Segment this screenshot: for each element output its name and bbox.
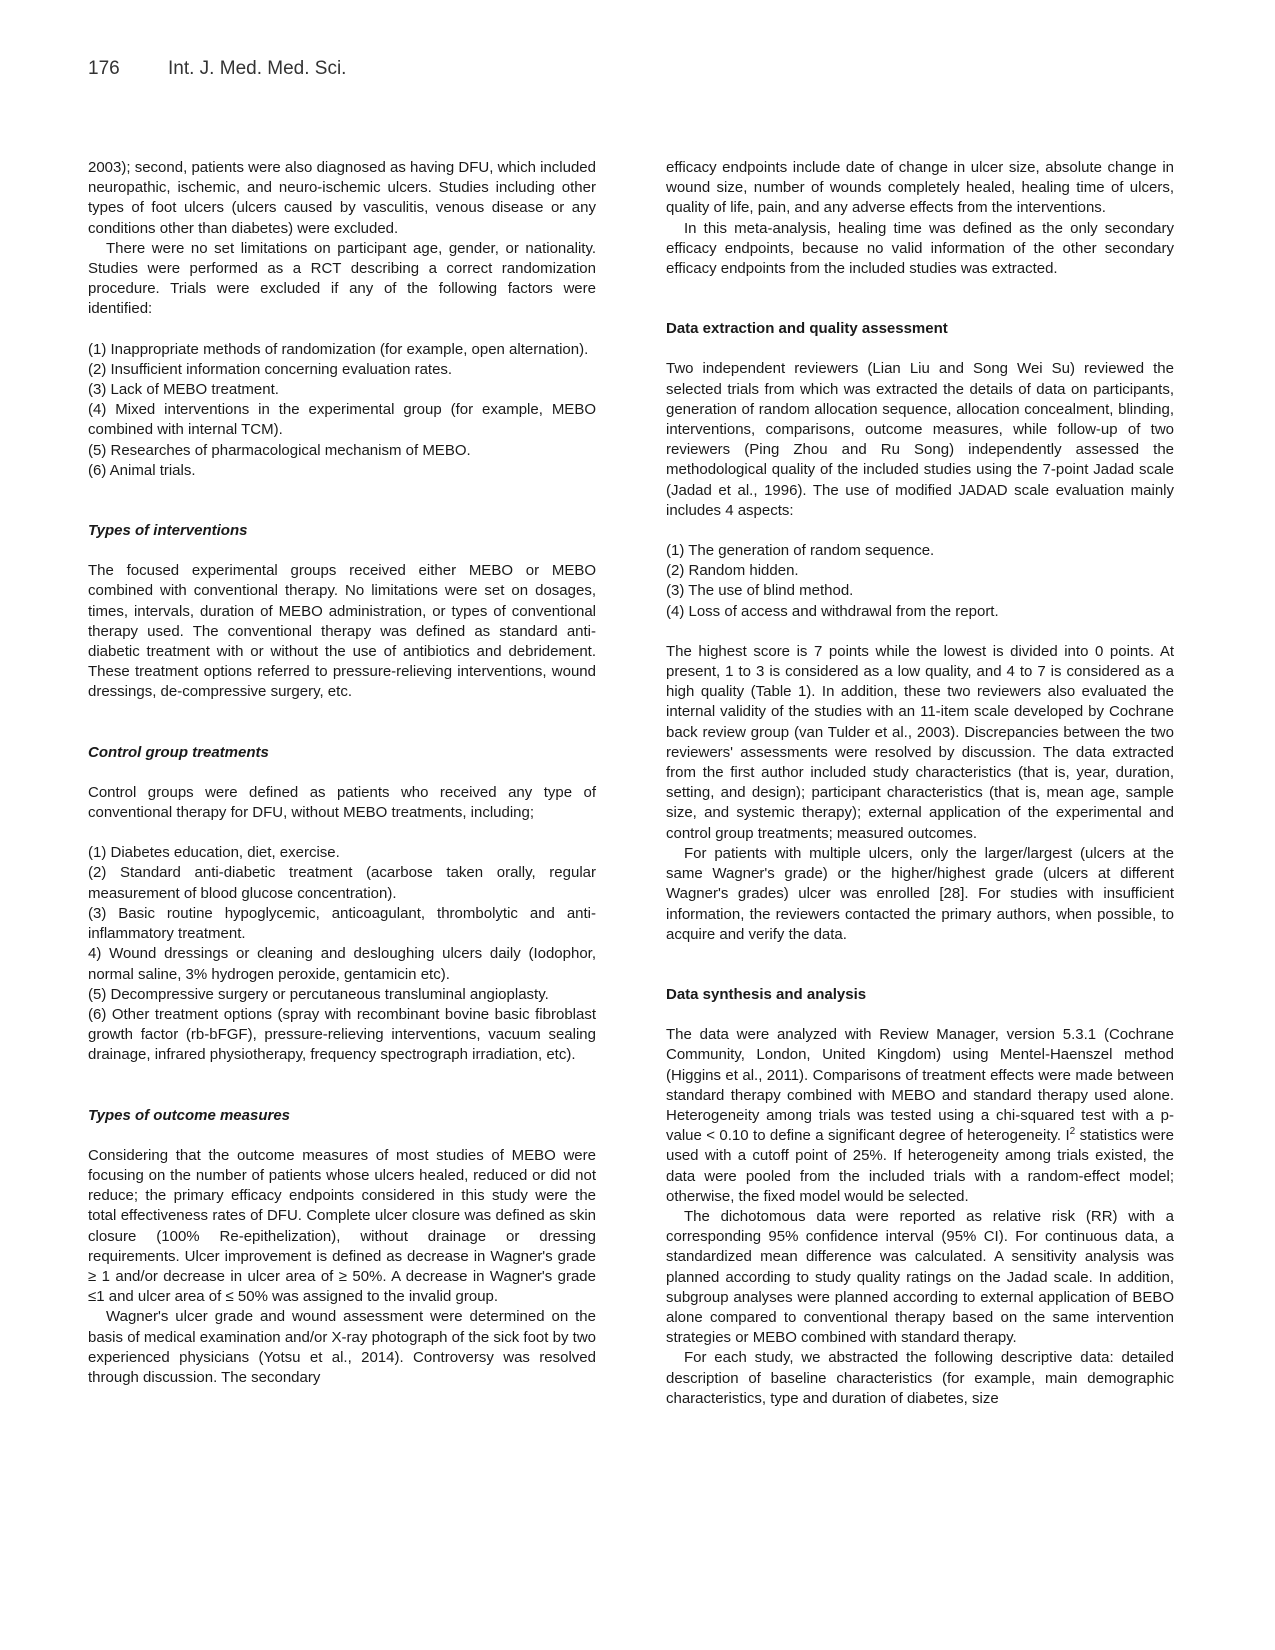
exclusion-item: (4) Mixed interventions in the experimental group (for example, MEBO combined with internal TCM). — [88, 401, 596, 439]
control-item: (3) Basic routine hypoglycemic, anticoagulant, thrombolytic and anti-inflammatory treatment. — [88, 904, 596, 943]
paragraph: Wagner's ulcer grade and wound assessment were determined on the basis of medical examination and/or X-ray photograph of the sick foot by two experienced physicians (Yotsu et al., 2014). Controversy was resolved through discussion. The secondary — [88, 1308, 596, 1386]
paragraph: For patients with multiple ulcers, only the larger/largest (ulcers at the same Wagner's grade) or the higher/highest grade (ulcers at different Wagner's grades) ulcer was enrolled [28]. For studies with insufficient information, the reviewers contacted the primary authors, when possible, to acquire and verify the data. — [666, 844, 1174, 943]
text-run: statistics were used with a cutoff point of 25%. If heterogeneity among trials existed, the data were pooled from the included trials with a random-effect model; otherwise, the fixed model would be selected. — [666, 1127, 1175, 1205]
paragraph: The focused experimental groups received either MEBO or MEBO combined with conventional therapy. No limitations were set on dosages, times, intervals, duration of MEBO administration, or types of conventional therapy used. The conventional therapy was defined as standard anti-diabetic treatment with or without the use of antibiotics and debridement. These treatment options referred to pressure-relieving interventions, wound dressings, de-compressive surgery, etc. — [88, 562, 596, 701]
exclusion-item: (3) Lack of MEBO treatment. — [88, 381, 279, 399]
text-run: The data were analyzed with Review Manager, version 5.3.1 (Cochrane Community, London, United Kingdom) using Mentel-Haenszel method (Higgins et al., 2011). Comparisons of treatment effects were made between standard therapy combined with MEBO and standard therapy used alone. Heterogeneity among trials was tested using a chi-squared test with a p-value < 0.10 to define a significant degree of heterogeneity. I — [666, 1026, 1174, 1145]
aspect-item: (3) The use of blind method. — [666, 582, 854, 600]
left-column — [88, 158, 596, 1388]
superscript: 2 — [1069, 1126, 1076, 1138]
paragraph: Control groups were defined as patients who received any type of conventional therapy for DFU, without MEBO treatments, including; — [88, 783, 596, 822]
right-column — [666, 158, 1174, 1409]
paragraph — [666, 1025, 1174, 1207]
control-item: 4) Wound dressings or cleaning and desloughing ulcers daily (Iodophor, normal saline, 3% hydrogen peroxide, gentamicin etc). — [88, 945, 596, 983]
control-item: (5) Decompressive surgery or percutaneous transluminal angioplasty. — [88, 985, 549, 1003]
paragraph: In this meta-analysis, healing time was defined as the only secondary efficacy endpoints, because no valid information of the other secondary efficacy endpoints from the included studies was extracted. — [666, 219, 1174, 278]
section-heading: Types of outcome measures — [88, 1106, 291, 1124]
control-item: (1) Diabetes education, diet, exercise. — [88, 844, 340, 862]
control-item: (6) Other treatment options (spray with recombinant bovine basic fibroblast growth factor (rb-bFGF), pressure-relieving interventions, vacuum sealing drainage, infrared physiotherapy, frequency spectrograph irradiation, etc). — [88, 1005, 596, 1064]
aspect-item: (1) The generation of random sequence. — [666, 542, 935, 560]
aspect-item: (4) Loss of access and withdrawal from the report. — [666, 602, 999, 620]
exclusion-item: (2) Insufficient information concerning evaluation rates. — [88, 360, 453, 378]
paragraph: The highest score is 7 points while the lowest is divided into 0 points. At present, 1 to 3 is considered as a low quality, and 4 to 7 is considered as a high quality (Table 1). In addition, these two reviewers also evaluated the internal validity of the studies with an 11-item scale developed by Cochrane back review group (van Tulder et al., 2003). Discrepancies between the two reviewers' assessments were resolved by discussion. The data extracted from the first author included study characteristics (that is, year, duration, setting, and design); participant characteristics (that is, mean age, sample size, and systemic therapy); external application of the experimental and control group treatments; measured outcomes. — [666, 642, 1174, 842]
paragraph: For each study, we abstracted the following descriptive data: detailed description of baseline characteristics (for example, main demographic characteristics, type and duration of diabetes, size — [666, 1349, 1174, 1407]
journal-title: Int. J. Med. Med. Sci. — [168, 58, 347, 79]
paragraph: The dichotomous data were reported as relative risk (RR) with a corresponding 95% confidence interval (95% CI). For continuous data, a standardized mean difference was calculated. A sensitivity analysis was planned according to study quality ratings on the Jadad scale. In addition, subgroup analyses were planned according to external application of BEBO alone compared to conventional therapy based on the same intervention strategies or MEBO combined with standard therapy. — [666, 1207, 1174, 1347]
paragraph: efficacy endpoints include date of change in ulcer size, absolute change in wound size, number of wounds completely healed, healing time of ulcers, quality of life, pain, and any adverse effects from the interventions. — [666, 159, 1174, 217]
running-header — [88, 58, 346, 80]
paragraph: Two independent reviewers (Lian Liu and Song Wei Su) reviewed the selected trials from which was extracted the details of data on participants, generation of random allocation sequence, allocation concealment, blinding, interventions, comparisons, outcome measures, while follow-up of two reviewers (Ping Zhou and Ru Song) independently assessed the methodological quality of the included studies using the 7-point Jadad scale (Jadad et al., 1996). The use of modified JADAD scale evaluation mainly includes 4 aspects: — [666, 360, 1174, 519]
paragraph: There were no set limitations on participant age, gender, or nationality. Studies were performed as a RCT describing a correct randomization procedure. Trials were excluded if any of the following factors were identified: — [88, 239, 596, 318]
paragraph: 2003); second, patients were also diagnosed as having DFU, which included neuropathic, ischemic, and neuro-ischemic ulcers. Studies including other types of foot ulcers (ulcers caused by vasculitis, venous disease or any conditions other than diabetes) were excluded. — [88, 159, 596, 237]
exclusion-item: (6) Animal trials. — [88, 461, 196, 479]
section-heading: Data extraction and quality assessment — [666, 320, 948, 338]
exclusion-item: (1) Inappropriate methods of randomization (for example, open alternation). — [88, 340, 589, 358]
control-item: (2) Standard anti-diabetic treatment (acarbose taken orally, regular measurement of blood glucose concentration). — [88, 864, 596, 902]
section-heading: Data synthesis and analysis — [666, 985, 867, 1003]
exclusion-item: (5) Researches of pharmacological mechanism of MEBO. — [88, 441, 471, 459]
section-heading: Control group treatments — [88, 743, 269, 761]
aspect-item: (2) Random hidden. — [666, 562, 799, 580]
page-number: 176 — [88, 58, 120, 79]
paragraph: Considering that the outcome measures of most studies of MEBO were focusing on the number of patients whose ulcers healed, reduced or did not reduce; the primary efficacy endpoints considered in this study were the total effectiveness rates of DFU. Complete ulcer closure was defined as skin closure (100% Re-epithelization), without drainage or dressing requirements. Ulcer improvement is defined as decrease in Wagner's grade ≥ 1 and/or decrease in ulcer area of ≥ 50%. A decrease in Wagner's grade ≤1 and ulcer area of ≤ 50% was assigned to the invalid group. — [88, 1146, 596, 1306]
section-heading: Types of interventions — [88, 522, 248, 540]
